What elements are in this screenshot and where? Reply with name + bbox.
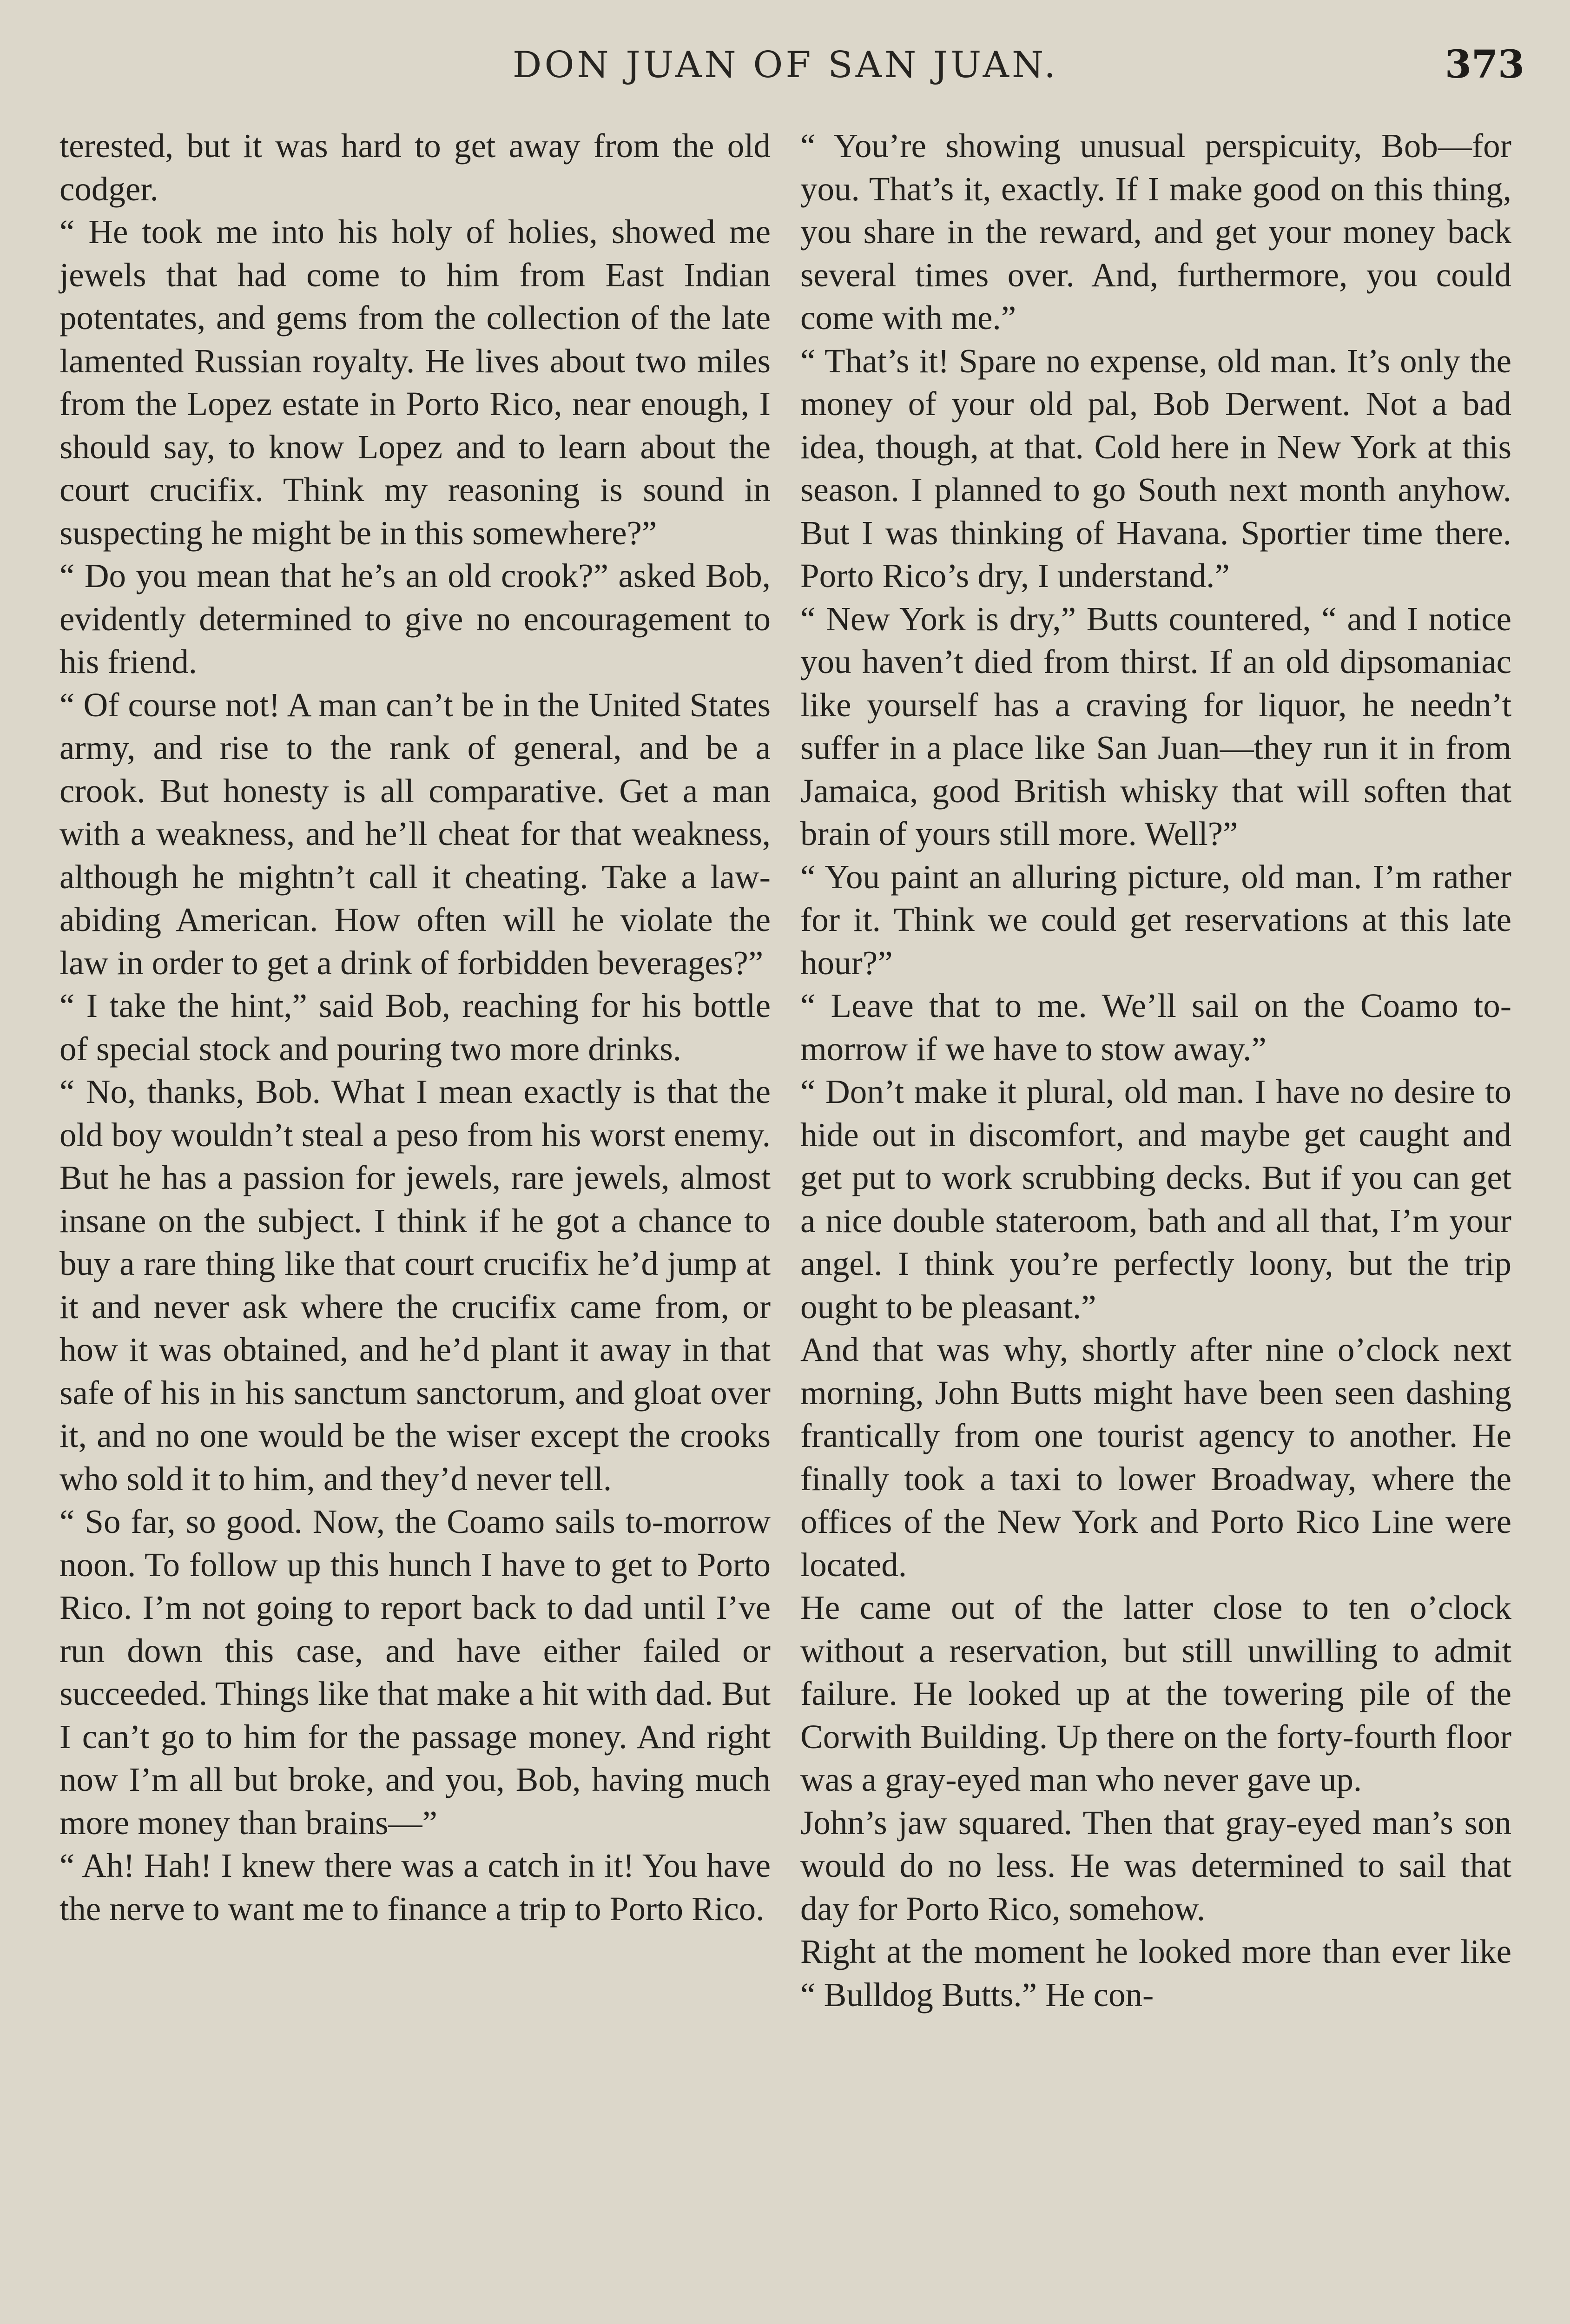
paragraph: terested, but it was hard to get away from the old codger. [59, 127, 771, 208]
paragraph: “ No, thanks, Bob. What I mean exactly is that the old boy wouldn’t steal a peso from his worst enemy. But he has a passion for jewels, rare jewels, almost insane on the subject. I think if he got a chance to buy a rare thing like that court crucifix he’d jump at it and never ask where the crucifix came from, or how it was obtained, and he’d plant it away in that safe of his in his sanctum sanctorum, and gloat over it, and no one would be the wiser except the crooks who sold it to him, and they’d never tell. [59, 1073, 771, 1498]
paragraph: He came out of the latter close to ten o’clock without a reservation, but still unwilling to admit failure. He looked up at the towering pile of the Corwith Building. Up there on the forty-fourth floor was a gray-eyed man who never gave up. [800, 1589, 1511, 1798]
page-number: 373 [1445, 42, 1524, 87]
paragraph: “ Ah! Hah! I knew there was a catch in it! You have the nerve to want me to finance a trip to Porto Rico. [59, 1847, 771, 1928]
paragraph: Right at the moment he looked more than ever like “ Bulldog Butts.” He con- [800, 1933, 1511, 2014]
paragraph: And that was why, shortly after nine o’clock next morning, John Butts might have been seen dashing frantically from one tourist agency to another. He finally took a taxi to lower Broadway, where the offices of the New York and Porto Rico Line were located. [800, 1331, 1511, 1584]
paragraph: “ Of course not! A man can’t be in the United States army, and rise to the rank of general, and be a crook. But honesty is all comparative. Get a man with a weakness, and he’ll cheat for that weakness, although he mightn’t call it cheating. Take a law-abiding American. How often will he violate the law in order to get a drink of forbidden beverages?” [59, 686, 771, 982]
paragraph: “ Do you mean that he’s an old crook?” asked Bob, evidently determined to give no encouragement to his friend. [59, 557, 771, 680]
paragraph: “ He took me into his holy of holies, showed me jewels that had come to him from East Indian potentates, and gems from the collection of the late lamented Russian royalty. He lives about two miles from the Lopez estate in Porto Rico, near enough, I should say, to know Lopez and to learn about the court crucifix. Think my reasoning is sound in suspecting he might be in this somewhere?” [59, 213, 771, 552]
paragraph: “ So far, so good. Now, the Coamo sails to-morrow noon. To follow up this hunch I have to get to Porto Rico. I’m not going to report back to dad until I’ve run down this case, and have either failed or succeeded. Things like that make a hit with dad. But I can’t go to him for the passage money. And right now I’m all but broke, and you, Bob, having much more money than brains—” [59, 1503, 771, 1842]
right-column [800, 125, 1511, 2016]
paragraph: “ New York is dry,” Butts countered, “ and I notice you haven’t died from thirst. If an old dipsomaniac like yourself has a craving for liquor, he needn’t suffer in a place like San Juan—they run it in from Jamaica, good British whisky that will soften that brain of yours still more. Well?” [800, 600, 1511, 852]
paragraph: “ Leave that to me. We’ll sail on the Coamo to-morrow if we have to stow away.” [800, 987, 1511, 1068]
paragraph: John’s jaw squared. Then that gray-eyed man’s son would do no less. He was determined to sail that day for Porto Rico, somehow. [800, 1803, 1511, 1928]
running-title: DON JUAN OF SAN JUAN. [512, 44, 1059, 86]
paragraph: “ I take the hint,” said Bob, reaching for his bottle of special stock and pouring two more drinks. [59, 987, 771, 1068]
page-header [0, 44, 1570, 95]
left-column [59, 125, 771, 1930]
paragraph: “ That’s it! Spare no expense, old man. It’s only the money of your old pal, Bob Derwent. Not a bad idea, though, at that. Cold here in New York at this season. I planned to go South next month anyhow. But I was thinking of Havana. Sportier time there. Porto Rico’s dry, I understand.” [800, 342, 1511, 594]
paragraph: “ You’re showing unusual perspicuity, Bob—for you. That’s it, exactly. If I make good on this thing, you share in the reward, and get your money back several times over. And, furthermore, you could come with me.” [800, 127, 1511, 337]
paragraph: “ You paint an alluring picture, old man. I’m rather for it. Think we could get reservations at this late hour?” [800, 858, 1511, 982]
paragraph: “ Don’t make it plural, old man. I have no desire to hide out in discomfort, and maybe get caught and get put to work scrubbing decks. But if you can get a nice double stateroom, bath and all that, I’m your angel. I think you’re perfectly loony, but the trip ought to be pleasant.” [800, 1073, 1511, 1326]
